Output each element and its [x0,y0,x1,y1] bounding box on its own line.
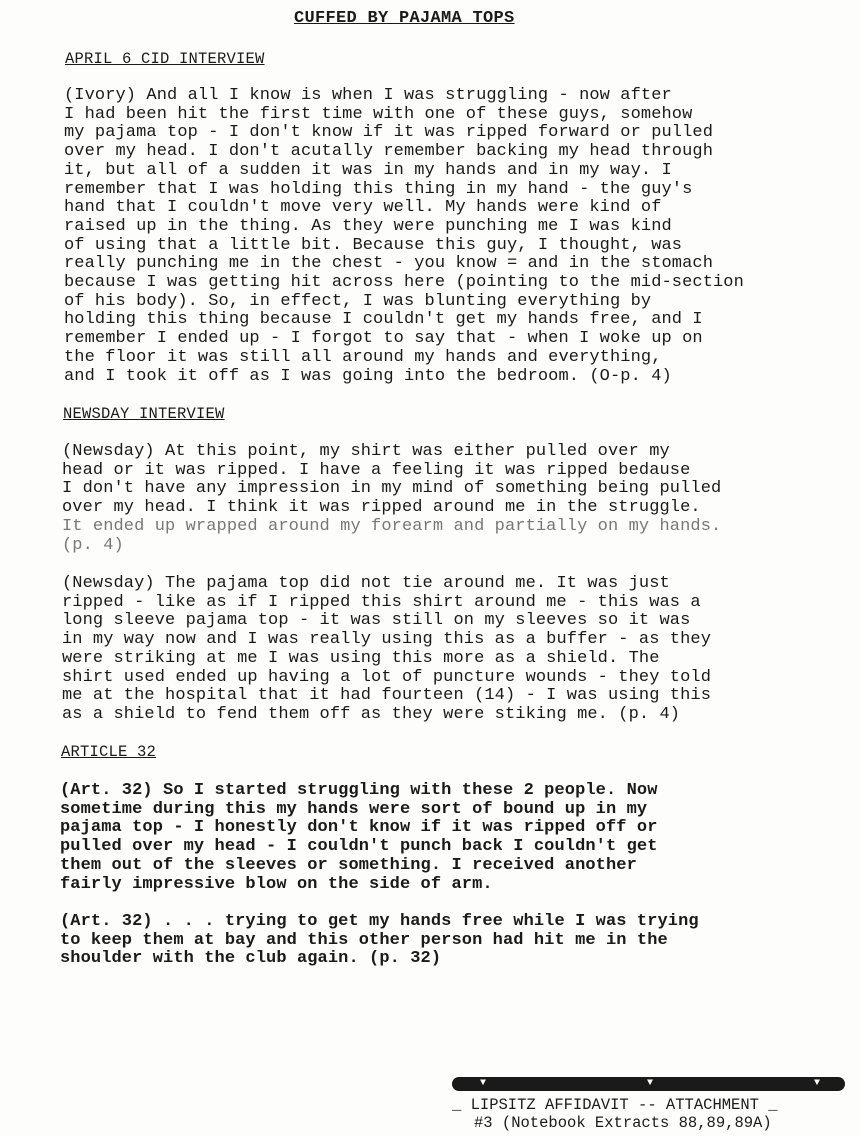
text-line: fairly impressive blow on the side of arm. [60,874,493,894]
text-line: to keep them at bay and this other person had hit me in the [60,930,668,950]
paragraph-article32-1 [60,782,658,894]
arrow-down-icon: ▼ [480,1078,487,1089]
footer-line-1: _ LIPSITZ AFFIDAVIT -- ATTACHMENT _ [452,1096,778,1114]
text-line: because I was getting hit across here (pointing to the mid-section [64,273,744,293]
text-line: (Newsday) The pajama top did not tie around me. It was just [62,574,670,593]
text-line: holding this thing because I couldn't get my hands free, and I [64,310,703,330]
text-line: pulled over my head - I couldn't punch back I couldn't get [60,837,658,857]
text-line: raised up in the thing. As they were punching me I was kind [64,216,672,236]
text-line: remember that I was holding this thing in my hand - the guy's [64,179,693,199]
text-line: and I took it off as I was going into the bedroom. (O-p. 4) [64,366,672,386]
paragraph-cid-interview [64,87,744,386]
paragraph-newsday-2 [62,575,711,725]
arrow-down-icon: ▼ [814,1078,821,1089]
text-line: it, but all of a sudden it was in my hands and in my way. I [64,160,672,180]
text-line: hand that I couldn't move very well. My hands were kind of [64,198,662,218]
text-line: (p. 4) [62,535,124,555]
text-line: long sleeve pajama top - it was still on my sleeves so it was [62,611,691,631]
text-line: It ended up wrapped around my forearm and partially on my hands. [62,516,722,536]
text-line: ripped - like as if I ripped this shirt around me - this was a [62,592,701,612]
text-line: in my way now and I was really using this as a buffer - as they [62,630,712,650]
arrow-down-icon: ▼ [647,1078,654,1089]
text-line: pajama top - I honestly don't know if it was ripped off or [60,818,658,838]
section-heading-article32: ARTICLE 32 [61,743,157,761]
footer-stamp-bar [452,1077,845,1091]
text-line: of his body). So, in effect, I was blunting everything by [64,291,652,311]
text-line: shirt used ended up having a lot of puncture wounds - they told [62,667,712,687]
paragraph-article32-2 [60,913,699,969]
text-line: shoulder with the club again. (p. 32) [60,949,442,969]
text-line: (Art. 32) . . . trying to get my hands free while I was trying [60,912,699,931]
text-line: (Art. 32) So I started struggling with these 2 people. Now [60,781,658,800]
text-line: over my head. I think it was ripped around me in the struggle. [62,498,701,518]
text-line: me at the hospital that it had fourteen (14) - I was using this [62,686,712,706]
text-line: them out of the sleeves or something. I received another [60,855,637,875]
text-line: remember I ended up - I forgot to say that - when I woke up on [64,329,703,349]
footer-line-2: #3 (Notebook Extracts 88,89,89A) [474,1114,772,1132]
text-line: over my head. I don't acutally remember backing my head through [64,142,714,162]
text-line: head or it was ripped. I have a feeling it was ripped bedause [62,460,691,480]
section-heading-cid: APRIL 6 CID INTERVIEW [65,50,265,68]
page-title: CUFFED BY PAJAMA TOPS [294,9,515,28]
text-line: of using that a little bit. Because this guy, I thought, was [64,235,683,255]
text-line: (Newsday) At this point, my shirt was either pulled over my [62,442,670,461]
text-line: really punching me in the chest - you know = and in the stomach [64,254,714,274]
text-line: my pajama top - I don't know if it was ripped forward or pulled [64,123,714,143]
text-line: I don't have any impression in my mind of something being pulled [62,479,722,499]
footer-attachment-label [452,1096,778,1132]
paragraph-newsday-1 [62,443,721,555]
text-line: sometime during this my hands were sort of bound up in my [60,799,648,819]
text-line: (Ivory) And all I know is when I was struggling - now after [64,86,672,105]
text-line: were striking at me I was using this more as a shield. The [62,648,660,668]
section-heading-newsday: NEWSDAY INTERVIEW [63,405,225,423]
text-line: as a shield to fend them off as they were stiking me. (p. 4) [62,704,681,724]
text-line: the floor it was still all around my hands and everything, [64,347,662,367]
text-line: I had been hit the first time with one of these guys, somehow [64,104,693,124]
